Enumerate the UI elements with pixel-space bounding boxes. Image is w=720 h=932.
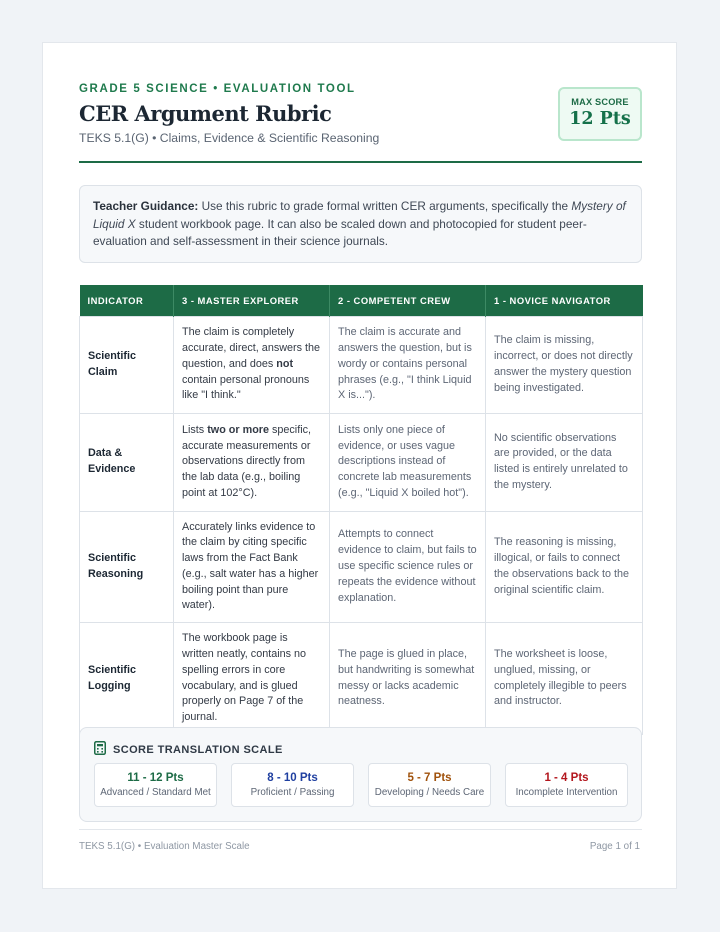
max-score-value: 12 Pts [569,109,631,129]
table-row [80,623,643,735]
novice-navigator-cell: No scientific observations are provided, or the data listed is entirely unrelated to the mystery. [486,414,643,512]
cell-emphasis: not [276,357,294,370]
page-number: Page 1 of 1 [589,841,640,852]
header-divider [79,161,642,163]
column-header: 2 - COMPETENT CREW [330,285,486,316]
novice-navigator-cell: The worksheet is loose, unglued, missing, or completely illegible to peers and instructor. [486,623,643,735]
competent-crew-cell: The page is glued in place, but handwriting is somewhat messy or lacks academic neatness. [330,623,486,735]
scale-heading [94,741,283,758]
scale-title: SCORE TRANSLATION SCALE [113,743,283,756]
master-explorer-cell [174,414,330,512]
band-points: 11 - 12 Pts [127,772,184,784]
table-header-row [80,285,643,316]
band-description: Proficient / Passing [250,787,335,798]
indicator-cell: Scientific Reasoning [80,511,174,623]
guidance-emphasis: Mystery of Liquid X [93,199,626,231]
band-points: 1 - 4 Pts [544,772,589,784]
table-row [80,316,643,414]
page-title: CER Argument Rubric [79,101,332,126]
guidance-label: Teacher Guidance: [93,199,199,213]
column-header: 3 - MASTER EXPLORER [174,285,330,316]
footer-divider [79,829,642,830]
calculator-icon [94,741,113,758]
table-row [80,414,643,512]
column-header: INDICATOR [80,285,174,316]
indicator-cell: Scientific Claim [80,316,174,414]
guidance-text-before: Use this rubric to grade formal written CER arguments, specifically the [198,199,572,213]
novice-navigator-cell: The reasoning is missing, illogical, or fails to connect the observations back to the original scientific claim. [486,511,643,623]
cell-text: Lists [182,423,208,436]
score-translation-scale [79,727,642,822]
max-score-badge [558,87,642,141]
band-points: 5 - 7 Pts [407,772,452,784]
indicator-cell: Scientific Logging [80,623,174,735]
band-description: Advanced / Standard Met [100,787,211,798]
master-explorer-cell [174,316,330,414]
novice-navigator-cell: The claim is missing, incorrect, or does not directly answer the mystery question being investigated. [486,316,643,414]
band-points: 8 - 10 Pts [267,772,318,784]
master-explorer-cell: Accurately links evidence to the claim by citing specific laws from the Fact Bank (e.g., salt water has a higher boiling point than pure water). [174,511,330,623]
band-description: Incomplete Intervention [515,787,618,798]
max-score-label: MAX SCORE [571,97,629,107]
competent-crew-cell: Lists only one piece of evidence, or uses vague descriptions instead of concrete lab measurements (e.g., "Liquid X boiled hot"). [330,414,486,512]
cell-emphasis: two or more [207,423,269,436]
master-explorer-cell: The workbook page is written neatly, contains no spelling errors in core vocabulary, and is glued properly on Page 7 of the journal. [174,623,330,735]
guidance-text-after: student workbook page. It can also be scaled down and photocopied for student peer-evaluation and self-assessment in their science journals. [93,216,587,248]
page-kicker: GRADE 5 SCIENCE • EVALUATION TOOL [79,83,356,95]
score-band [368,763,491,807]
footer-standard: TEKS 5.1(G) • Evaluation Master Scale [79,841,250,852]
page-header [79,83,642,145]
cell-text: contain personal pronouns like "I think." [182,373,310,402]
rubric-table [79,285,643,735]
competent-crew-cell: Attempts to connect evidence to claim, but fails to use specific science rules or repeats the evidence without explanation. [330,511,486,623]
table-row [80,511,643,623]
column-header: 1 - NOVICE NAVIGATOR [486,285,643,316]
band-description: Developing / Needs Care [374,787,485,798]
cell-text: The claim is completely accurate, direct, answers the question, and does [182,326,321,370]
score-band [505,763,628,807]
competent-crew-cell: The claim is accurate and answers the question, but is wordy or contains personal phrases (e.g., "I think Liquid X is..."). [330,316,486,414]
score-band [94,763,217,807]
indicator-cell: Data & Evidence [80,414,174,512]
teacher-guidance-box [79,185,642,263]
page-subtitle: TEKS 5.1(G) • Claims, Evidence & Scientific Reasoning [79,131,380,145]
score-bands [94,763,628,807]
score-band [231,763,354,807]
cell-text: specific, accurate measurements or observations directly from the lab data (e.g., boiling point at 102°C). [182,423,312,499]
rubric-page [42,42,677,889]
